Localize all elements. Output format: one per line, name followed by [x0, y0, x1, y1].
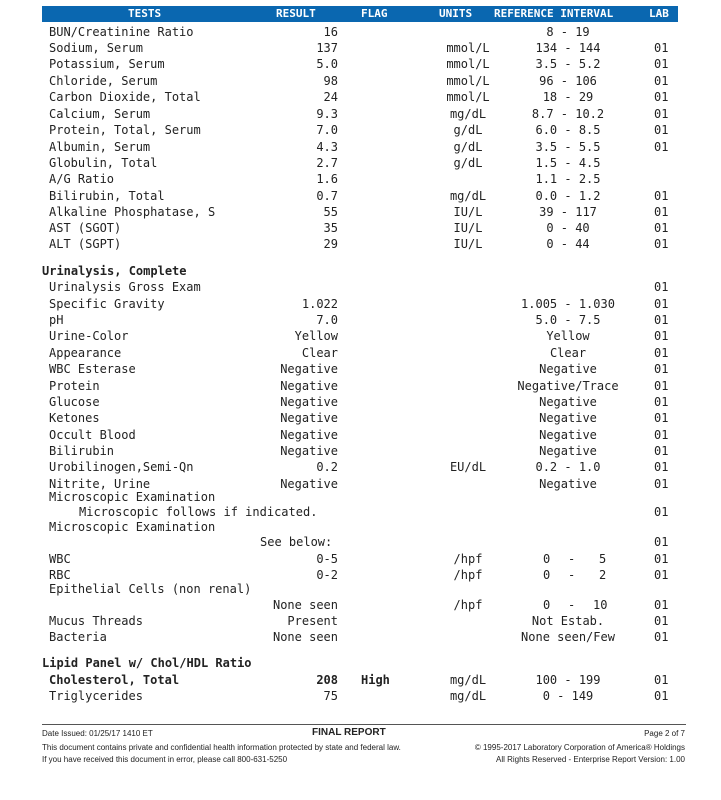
date-issued: Date Issued: 01/25/17 1410 ET: [42, 729, 153, 738]
ref-low: 0: [543, 552, 551, 566]
test-result: 98: [323, 74, 338, 88]
micro-note: Microscopic follows if indicated.: [79, 505, 318, 519]
test-reference: 100 - 199: [535, 673, 601, 687]
copyright-2: All Rights Reserved - Enterprise Report Version: 1.00: [496, 755, 685, 764]
test-name: Nitrite, Urine: [49, 477, 151, 491]
test-lab: 01: [654, 598, 669, 612]
ref-dash: -: [568, 552, 576, 566]
test-name: Chloride, Serum: [49, 74, 158, 88]
test-reference: 6.0 - 8.5: [535, 123, 601, 137]
test-name: BUN/Creatinine Ratio: [49, 25, 194, 39]
test-name: WBC: [49, 552, 71, 566]
test-lab: 01: [654, 123, 669, 137]
table-row: [0, 630, 721, 646]
table-row: [0, 156, 721, 172]
header-result: RESULT: [276, 7, 316, 20]
micro-see-below-row: [0, 535, 721, 551]
table-row: [0, 41, 721, 57]
test-result: 137: [316, 41, 338, 55]
test-flag: High: [361, 673, 390, 687]
test-name: RBC: [49, 568, 71, 582]
test-reference: Yellow: [546, 329, 590, 343]
test-lab: 01: [654, 205, 669, 219]
table-row: [0, 280, 721, 296]
test-reference: 1.005 - 1.030: [521, 297, 615, 311]
table-row: [0, 395, 721, 411]
table-row: [0, 689, 721, 705]
ref-low: 0: [543, 598, 551, 612]
test-reference: 18 - 29: [542, 90, 594, 104]
test-result: Negative: [280, 379, 338, 393]
table-row: [0, 57, 721, 73]
test-reference: 39 - 117: [539, 205, 597, 219]
section-heading: [0, 656, 721, 672]
test-name: Specific Gravity: [49, 297, 165, 311]
test-name: Alkaline Phosphatase, S: [49, 205, 216, 219]
test-result: 0-5: [316, 552, 338, 566]
micro-note-row: [0, 505, 721, 521]
table-row: [0, 205, 721, 221]
test-units: mmol/L: [446, 57, 490, 71]
test-reference: 134 - 144: [535, 41, 601, 55]
footer-divider: [42, 724, 686, 725]
test-lab: 01: [654, 395, 669, 409]
table-row: [0, 107, 721, 123]
test-lab: 01: [654, 280, 669, 294]
test-name: AST (SGOT): [49, 221, 122, 235]
confidential-notice-2: If you have received this document in error, please call 800-631-5250: [42, 755, 288, 764]
test-name: Protein, Total, Serum: [49, 123, 201, 137]
test-lab: 01: [654, 428, 669, 442]
test-result: Present: [287, 614, 338, 628]
test-units: mmol/L: [446, 41, 490, 55]
confidential-notice-1: This document contains private and confidential health information protected by state and federal law.: [42, 743, 401, 752]
test-lab: 01: [654, 673, 669, 687]
test-result: 16: [323, 25, 338, 39]
micro-see-below: See below:: [260, 535, 333, 549]
test-result: 2.7: [316, 156, 338, 170]
test-name: Potassium, Serum: [49, 57, 165, 71]
test-name: Bilirubin, Total: [49, 189, 165, 203]
test-lab: 01: [654, 362, 669, 376]
table-row: [0, 444, 721, 460]
test-lab: 01: [654, 477, 669, 491]
test-name: ALT (SGPT): [49, 237, 122, 251]
test-reference: Negative/Trace: [517, 379, 619, 393]
test-result: 75: [323, 689, 338, 703]
test-reference: Clear: [549, 346, 587, 360]
test-reference: 0 - 149: [542, 689, 594, 703]
ref-dash: -: [568, 598, 576, 612]
table-row: [0, 598, 721, 614]
test-name: WBC Esterase: [49, 362, 136, 376]
test-result: 208: [316, 673, 338, 687]
test-lab: 01: [654, 41, 669, 55]
test-units: /hpf: [453, 568, 483, 582]
test-units: mg/dL: [449, 673, 487, 687]
table-row: [0, 428, 721, 444]
test-reference: 3.5 - 5.2: [535, 57, 601, 71]
test-reference: Negative: [539, 444, 597, 458]
final-report-label: FINAL REPORT: [312, 727, 386, 738]
test-lab: 01: [654, 221, 669, 235]
test-name: Urobilinogen,Semi-Qn: [49, 460, 194, 474]
table-row: [0, 346, 721, 362]
test-reference: 0 - 44: [546, 237, 590, 251]
test-result: 55: [323, 205, 338, 219]
ref-high: 2: [599, 568, 607, 582]
test-reference: 3.5 - 5.5: [535, 140, 601, 154]
test-units: EU/dL: [449, 460, 487, 474]
test-result: Yellow: [294, 329, 338, 343]
test-units: g/dL: [453, 123, 483, 137]
test-name: Albumin, Serum: [49, 140, 151, 154]
table-row: [0, 313, 721, 329]
test-result: 1.022: [301, 297, 338, 311]
test-units: mg/dL: [449, 189, 487, 203]
test-reference: None seen/Few: [521, 630, 615, 644]
micro-title-text: Microscopic Examination: [49, 490, 216, 504]
table-row: [0, 90, 721, 106]
header-lab: LAB: [649, 7, 669, 20]
test-units: IU/L: [453, 205, 483, 219]
test-reference: 5.0 - 7.5: [535, 313, 601, 327]
copyright-1: © 1995-2017 Laboratory Corporation of America® Holdings: [474, 743, 685, 752]
test-lab: 01: [654, 411, 669, 425]
test-lab: 01: [654, 379, 669, 393]
test-result: Clear: [301, 346, 338, 360]
test-name: Epithelial Cells (non renal): [49, 582, 252, 596]
test-lab: 01: [654, 568, 669, 582]
test-lab: 01: [654, 57, 669, 71]
test-reference: Negative: [539, 428, 597, 442]
table-row: [0, 411, 721, 427]
table-row: [0, 460, 721, 476]
ref-high: 10: [593, 598, 608, 612]
header-units: UNITS: [439, 7, 473, 20]
test-lab: 01: [654, 552, 669, 566]
test-reference: Not Estab.: [531, 614, 605, 628]
test-units: g/dL: [453, 156, 483, 170]
test-result: 9.3: [316, 107, 338, 121]
test-name: A/G Ratio: [49, 172, 115, 186]
test-lab: 01: [654, 74, 669, 88]
test-units: mg/dL: [449, 107, 487, 121]
test-units: /hpf: [453, 552, 483, 566]
test-name: Ketones: [49, 411, 100, 425]
test-name: Glucose: [49, 395, 100, 409]
table-row: [0, 329, 721, 345]
header-flag: FLAG: [361, 7, 388, 20]
test-name: Calcium, Serum: [49, 107, 151, 121]
test-result: Negative: [280, 477, 338, 491]
table-row: [0, 379, 721, 395]
micro-title-2: [0, 520, 721, 536]
test-reference: Negative: [539, 477, 597, 491]
test-result: Negative: [280, 362, 338, 376]
test-reference: 0.2 - 1.0: [535, 460, 601, 474]
test-result: Negative: [280, 428, 338, 442]
test-result: 0-2: [316, 568, 338, 582]
test-name: Cholesterol, Total: [49, 673, 180, 687]
header-reference: REFERENCE INTERVAL: [494, 7, 614, 20]
test-lab: 01: [654, 189, 669, 203]
table-row-flagged: [0, 673, 721, 689]
micro-note-lab: 01: [654, 505, 669, 519]
test-units: g/dL: [453, 140, 483, 154]
test-units: /hpf: [453, 598, 483, 612]
test-lab: 01: [654, 313, 669, 327]
test-name: Bacteria: [49, 630, 107, 644]
test-result: 24: [323, 90, 338, 104]
test-name: Urinalysis Gross Exam: [49, 280, 201, 294]
table-row: [0, 362, 721, 378]
test-result: None seen: [272, 630, 338, 644]
test-name: Protein: [49, 379, 100, 393]
test-name: Occult Blood: [49, 428, 136, 442]
test-units: mg/dL: [449, 689, 487, 703]
test-name: Triglycerides: [49, 689, 143, 703]
test-result: Negative: [280, 411, 338, 425]
test-lab: 01: [654, 140, 669, 154]
test-lab: 01: [654, 107, 669, 121]
table-row: [0, 74, 721, 90]
section-heading-text: Urinalysis, Complete: [42, 264, 187, 278]
table-row: [0, 582, 721, 598]
test-units: mmol/L: [446, 74, 490, 88]
test-result: 5.0: [316, 57, 338, 71]
test-units: IU/L: [453, 221, 483, 235]
table-row: [0, 123, 721, 139]
micro-title-2-text: Microscopic Examination: [49, 520, 216, 534]
table-row: [0, 221, 721, 237]
test-reference: 1.5 - 4.5: [535, 156, 601, 170]
table-row: [0, 25, 721, 41]
test-lab: 01: [654, 630, 669, 644]
ref-low: 0: [543, 568, 551, 582]
test-units: IU/L: [453, 237, 483, 251]
table-row: [0, 297, 721, 313]
test-lab: 01: [654, 90, 669, 104]
ref-dash: -: [568, 568, 576, 582]
test-result: Negative: [280, 444, 338, 458]
test-result: 29: [323, 237, 338, 251]
header-tests: TESTS: [128, 7, 162, 20]
micro-see-below-lab: 01: [654, 535, 669, 549]
test-lab: 01: [654, 444, 669, 458]
test-reference: 0.0 - 1.2: [535, 189, 601, 203]
test-name: Sodium, Serum: [49, 41, 143, 55]
test-result: 0.2: [316, 460, 338, 474]
test-lab: 01: [654, 297, 669, 311]
micro-title: [0, 490, 721, 506]
test-result: 0.7: [316, 189, 338, 203]
section-heading: [0, 264, 721, 280]
test-lab: 01: [654, 689, 669, 703]
page-number: Page 2 of 7: [644, 729, 685, 738]
table-row: [0, 172, 721, 188]
test-lab: 01: [654, 346, 669, 360]
test-reference: 8 - 19: [546, 25, 590, 39]
test-result: 35: [323, 221, 338, 235]
test-reference: 8.7 - 10.2: [531, 107, 605, 121]
test-name: Mucus Threads: [49, 614, 143, 628]
test-name: Bilirubin: [49, 444, 115, 458]
table-row: [0, 189, 721, 205]
table-row: [0, 614, 721, 630]
test-lab: 01: [654, 614, 669, 628]
test-lab: 01: [654, 329, 669, 343]
test-result: Negative: [280, 395, 338, 409]
test-lab: 01: [654, 460, 669, 474]
test-units: mmol/L: [446, 90, 490, 104]
test-result: 1.6: [316, 172, 338, 186]
test-reference: Negative: [539, 395, 597, 409]
test-reference: Negative: [539, 411, 597, 425]
ref-high: 5: [599, 552, 607, 566]
test-result: 7.0: [316, 313, 338, 327]
table-header: [42, 6, 678, 22]
table-row: [0, 237, 721, 253]
test-lab: 01: [654, 237, 669, 251]
test-name: Globulin, Total: [49, 156, 158, 170]
test-name: Urine-Color: [49, 329, 129, 343]
test-result: None seen: [272, 598, 338, 612]
table-row: [0, 552, 721, 568]
test-reference: 96 - 106: [539, 74, 597, 88]
test-name: Carbon Dioxide, Total: [49, 90, 201, 104]
test-reference: 0 - 40: [546, 221, 590, 235]
test-name: pH: [49, 313, 64, 327]
table-row: [0, 140, 721, 156]
test-name: Appearance: [49, 346, 122, 360]
test-result: 7.0: [316, 123, 338, 137]
test-reference: Negative: [539, 362, 597, 376]
test-result: 4.3: [316, 140, 338, 154]
test-reference: 1.1 - 2.5: [535, 172, 601, 186]
section-heading-text: Lipid Panel w/ Chol/HDL Ratio: [42, 656, 252, 670]
